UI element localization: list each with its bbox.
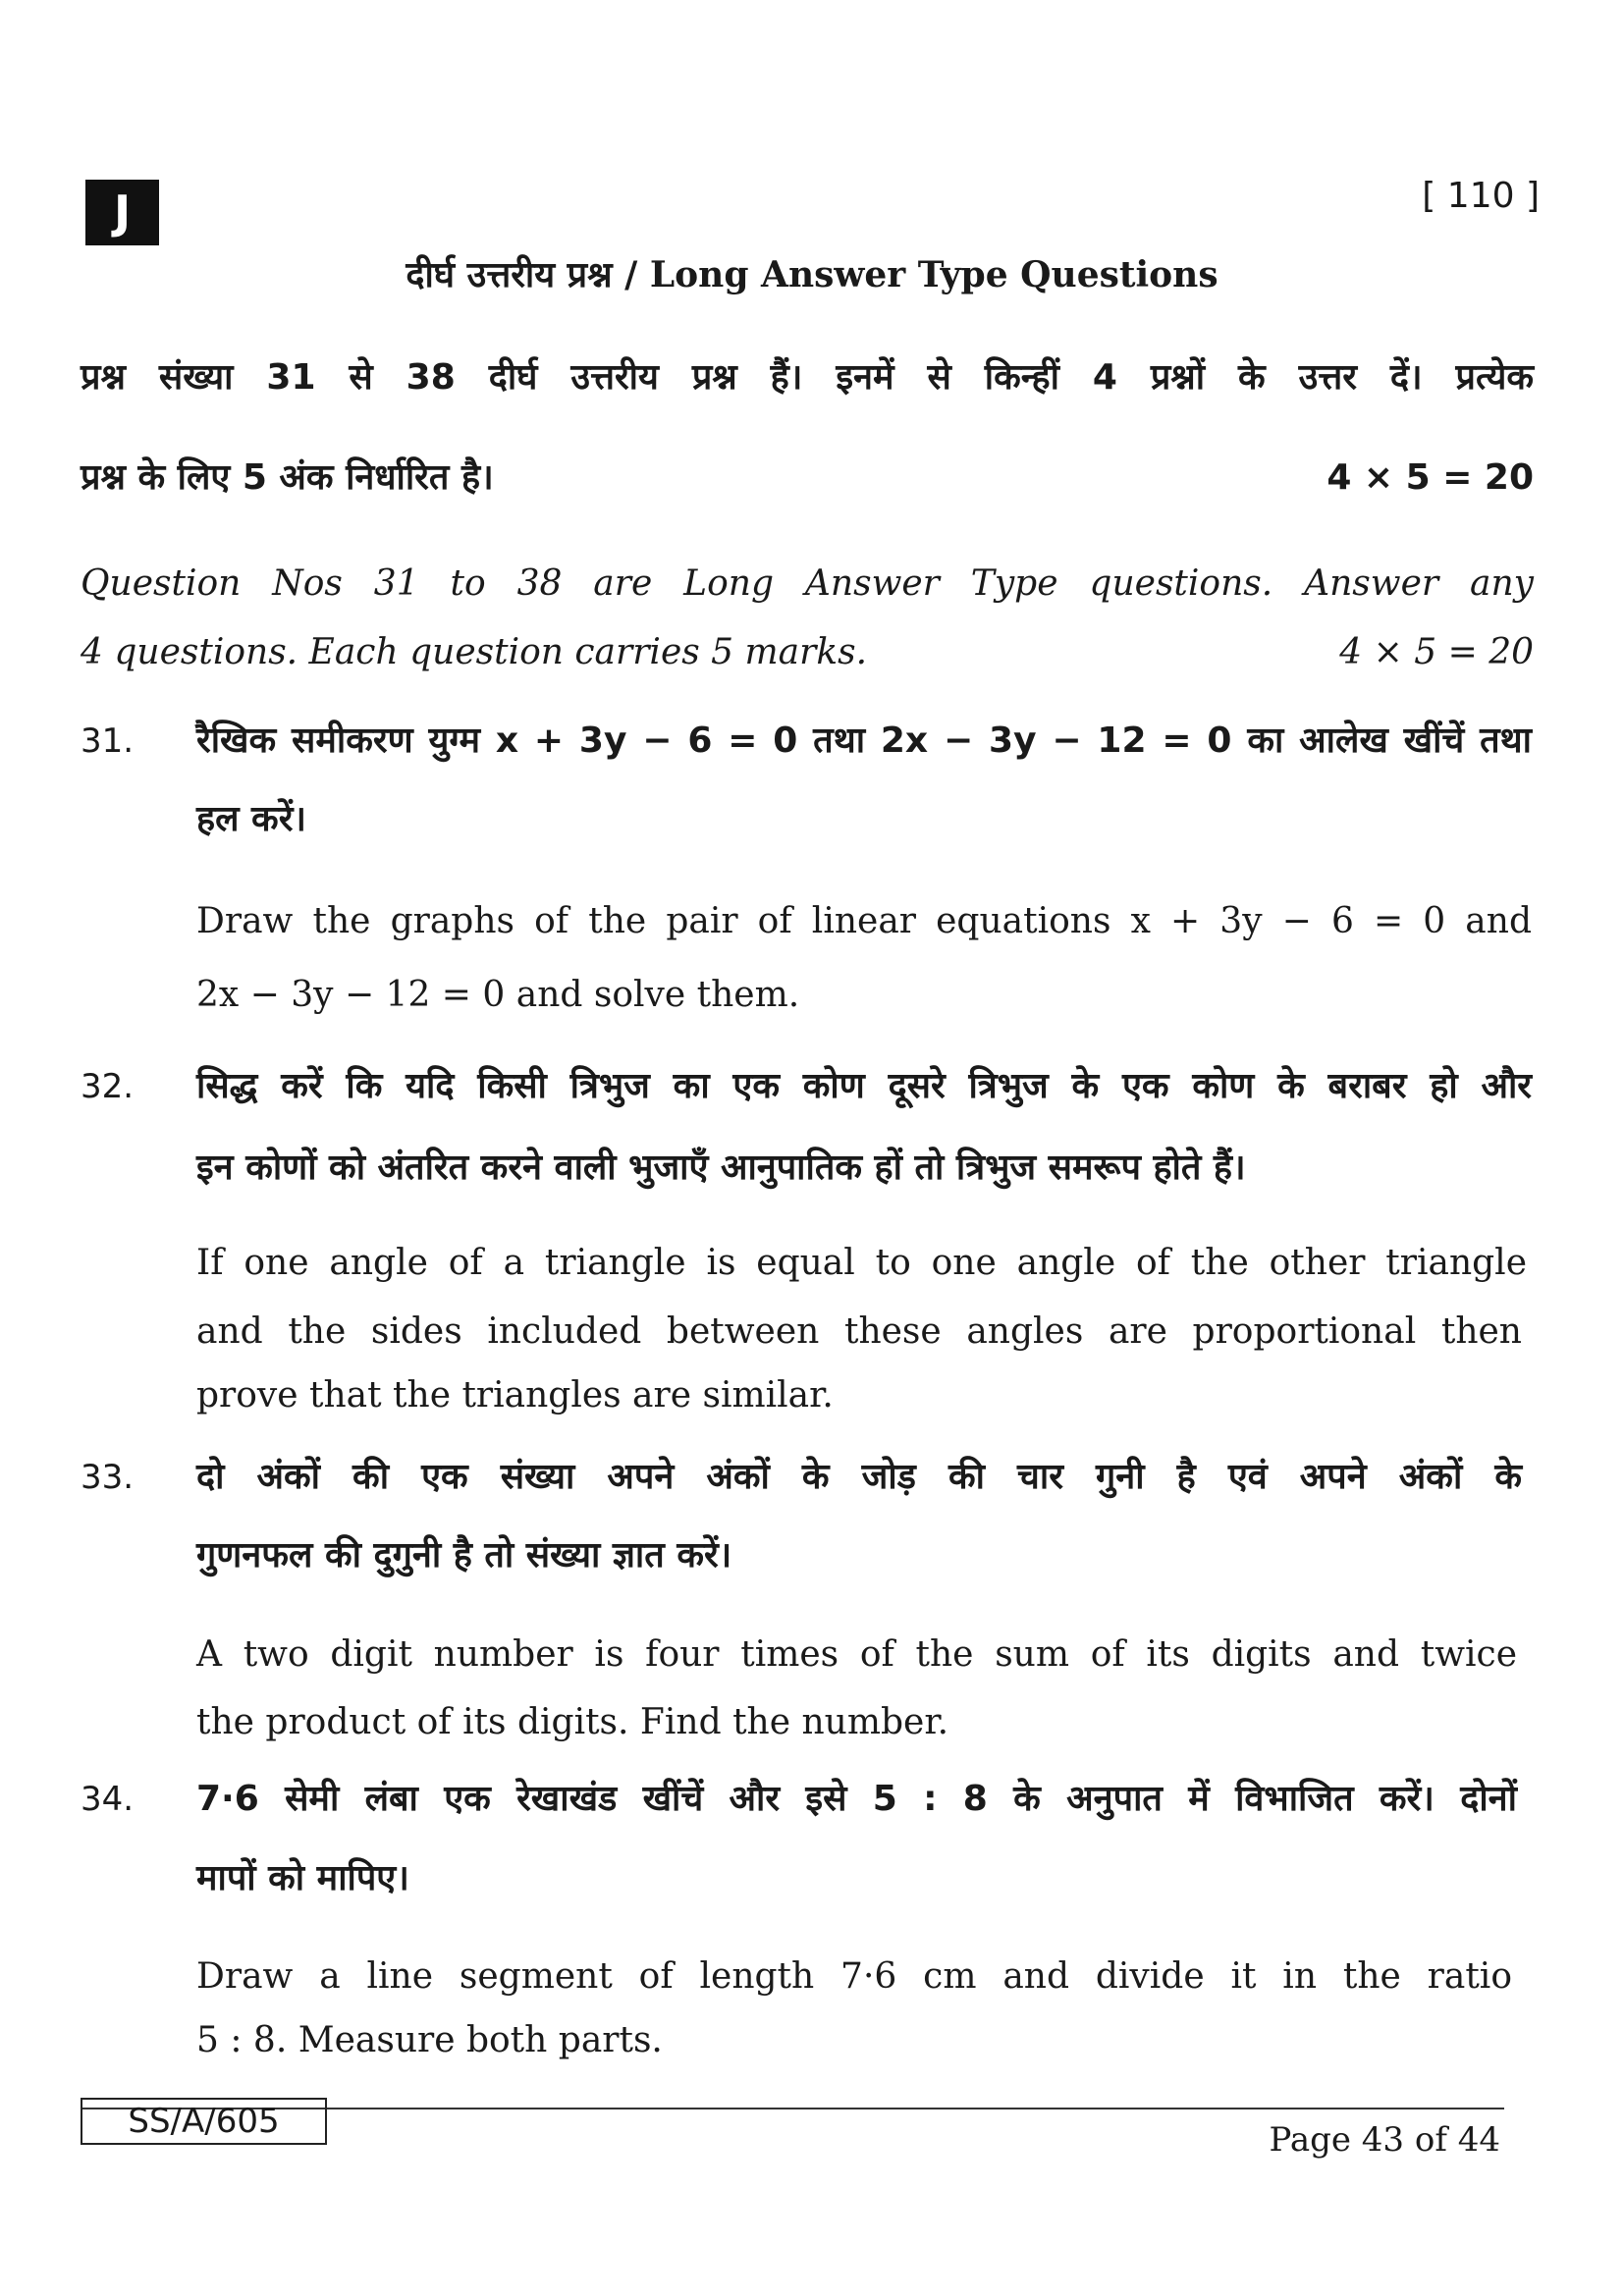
set-code-badge: J (85, 180, 159, 245)
question-english-line: If one angle of a triangle is equal to one angle of the other triangle (196, 1243, 1527, 1283)
question-hindi-line: हल करें। (196, 799, 307, 839)
paper-code-box: SS/A/605 (81, 2098, 327, 2145)
instruction-english-2: 4 questions. Each question carries 5 marks. (81, 632, 868, 672)
question-number: 32. (81, 1067, 135, 1106)
question-number: 31. (81, 721, 135, 761)
question-english-line: Draw the graphs of the pair of linear equations x + 3y − 6 = 0 and (196, 901, 1532, 941)
instruction-hindi-marks: 4 × 5 = 20 (1326, 457, 1534, 498)
question-english-line: the product of its digits. Find the number. (196, 1702, 949, 1742)
question-hindi-line: इन कोणों को अंतरित करने वाली भुजाएँ आनुपातिक हों तो त्रिभुज समरूप होते हैं। (196, 1148, 1246, 1188)
question-number: 33. (81, 1458, 135, 1497)
question-number: 34. (81, 1780, 135, 1819)
question-english-line: and the sides included between these angles are proportional then (196, 1311, 1522, 1352)
question-hindi-line: मापों को मापिए। (196, 1858, 409, 1898)
page-code: [ 110 ] (1422, 176, 1540, 216)
question-english-line: 2x − 3y − 12 = 0 and solve them. (196, 975, 800, 1015)
question-english-line: 5 : 8. Measure both parts. (196, 2020, 663, 2060)
question-hindi-line: 7·6 सेमी लंबा एक रेखाखंड खींचें और इसे 5 : 8 के अनुपात में विभाजित करें। दोनों (196, 1779, 1517, 1819)
question-english-line: prove that the triangles are similar. (196, 1375, 834, 1415)
instruction-english-1: Question Nos 31 to 38 are Long Answer Type questions. Answer any (81, 563, 1534, 604)
instruction-hindi-2: प्रश्न के लिए 5 अंक निर्धारित है। (81, 457, 494, 498)
question-english-line: Draw a line segment of length 7·6 cm and divide it in the ratio (196, 1956, 1512, 1997)
page-number: Page 43 of 44 (1269, 2120, 1500, 2160)
instruction-hindi-1: प्रश्न संख्या 31 से 38 दीर्घ उत्तरीय प्रश्न हैं। इनमें से किन्हीं 4 प्रश्नों के उत्तर दें। प्रत्येक (81, 357, 1534, 398)
question-hindi-line: सिद्ध करें कि यदि किसी त्रिभुज का एक कोण दूसरे त्रिभुज के एक कोण के बराबर हो और (196, 1066, 1532, 1106)
question-english-line: A two digit number is four times of the sum of its digits and twice (196, 1634, 1517, 1675)
section-title: दीर्घ उत्तरीय प्रश्न / Long Answer Type Questions (406, 254, 1218, 295)
instruction-english-marks: 4 × 5 = 20 (1339, 632, 1534, 672)
question-hindi-line: दो अंकों की एक संख्या अपने अंकों के जोड़ की चार गुनी है एवं अपने अंकों के (196, 1457, 1522, 1497)
question-hindi-line: गुणनफल की दुगुनी है तो संख्या ज्ञात करें। (196, 1535, 732, 1575)
question-hindi-line: रैखिक समीकरण युग्म x + 3y − 6 = 0 तथा 2x − 3y − 12 = 0 का आलेख खींचें तथा (196, 721, 1532, 761)
